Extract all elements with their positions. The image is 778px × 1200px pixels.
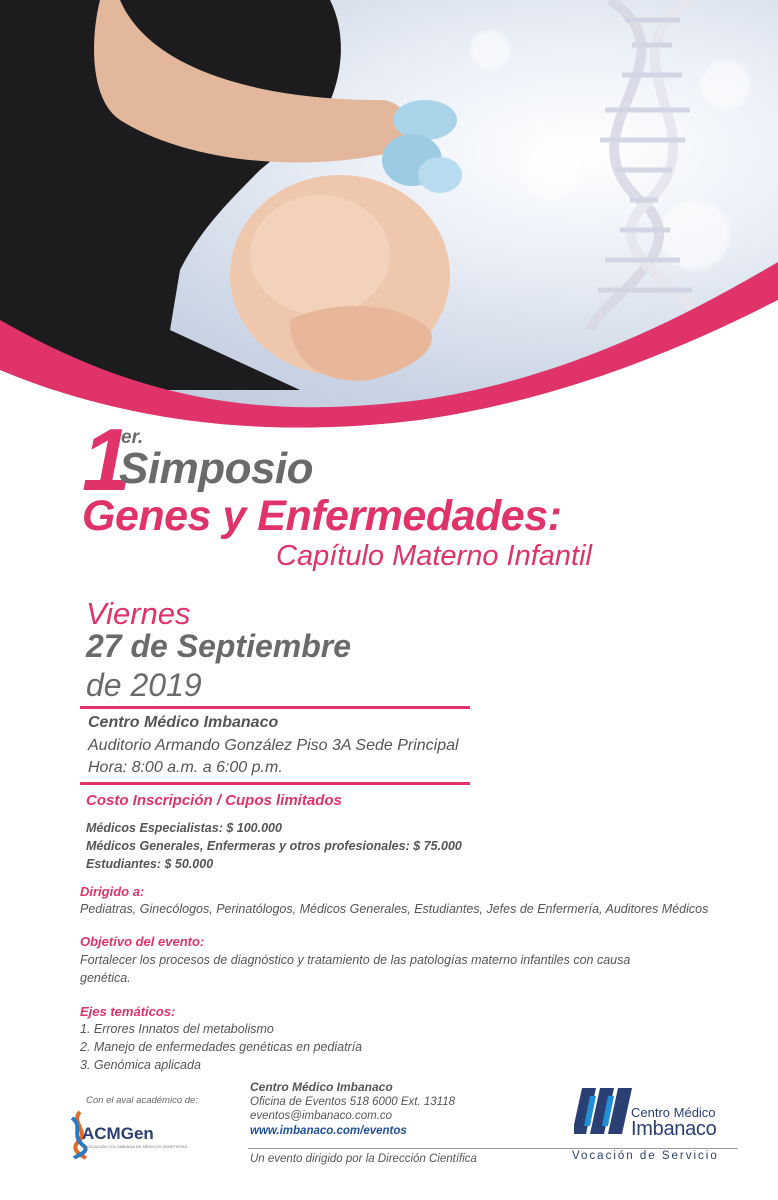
divider [80, 706, 470, 709]
acmgen-logo-subtext: ASOCIACIÓN COLOMBIANA DE MÉDICOS GENETISTAS [82, 1144, 188, 1149]
page-subtitle: Capítulo Materno Infantil [276, 540, 592, 572]
hero-image [0, 0, 778, 430]
contact-email[interactable]: eventos@imbanaco.com.co [250, 1110, 393, 1122]
venue-name: Centro Médico Imbanaco [88, 714, 279, 731]
divider [80, 782, 470, 785]
audience-text: Pediatras, Ginecólogos, Perinatólogos, Médicos Generales, Estudiantes, Jefes de Enfermería, Auditores Médicos [80, 902, 709, 916]
event-year: de 2019 [86, 667, 202, 703]
objective-title: Objetivo del evento: [80, 934, 205, 949]
topics-title: Ejes temáticos: [80, 1004, 176, 1019]
imbanaco-tagline: Vocación de Servicio [572, 1150, 719, 1162]
title-simposio: Simposio [119, 444, 314, 493]
topic-item: 3. Genómica aplicada [80, 1058, 201, 1072]
imbanaco-logo-line1: Centro Médico [631, 1105, 716, 1120]
imbanaco-logo-icon [574, 1082, 632, 1140]
venue-hours: Hora: 8:00 a.m. a 6:00 p.m. [88, 759, 283, 776]
event-day: Viernes [86, 596, 191, 631]
objective-text: genética. [80, 971, 131, 985]
topic-item: 1. Errores Innatos del metabolismo [80, 1022, 274, 1036]
title-ordinal: er. [121, 427, 144, 448]
contact-phone: Oficina de Eventos 518 6000 Ext. 13118 [250, 1096, 456, 1108]
venue-room: Auditorio Armando González Piso 3A Sede Principal [88, 737, 459, 754]
footer-note: Un evento dirigido por la Dirección Científica [250, 1153, 477, 1165]
audience-title: Dirigido a: [80, 884, 145, 899]
acmgen-logo-text: ACMGen [82, 1124, 154, 1143]
footer-divider [248, 1148, 738, 1149]
topic-item: 2. Manejo de enfermedades genéticas en pediatría [80, 1040, 363, 1054]
cost-title: Costo Inscripción / Cupos limitados [86, 792, 342, 809]
price-item: Estudiantes: $ 50.000 [86, 857, 214, 871]
price-item: Médicos Especialistas: $ 100.000 [86, 821, 282, 835]
hero-illustration [0, 0, 778, 430]
price-item: Médicos Generales, Enfermeras y otros profesionales: $ 75.000 [86, 839, 462, 853]
objective-text: Fortalecer los procesos de diagnóstico y tratamiento de las patologías materno infantiles con causa [80, 953, 631, 967]
contact-title: Centro Médico Imbanaco [250, 1080, 393, 1094]
imbanaco-logo-line2: Imbanaco [631, 1118, 717, 1140]
contact-website-link[interactable]: www.imbanaco.com/eventos [250, 1125, 407, 1137]
page-title: Genes y Enfermedades: [82, 492, 562, 540]
event-date: 27 de Septiembre [86, 628, 351, 664]
endorsement-label: Con el aval académico de: [86, 1095, 198, 1106]
dna-helix-icon [590, 0, 700, 330]
title-number: 1 [82, 410, 127, 509]
